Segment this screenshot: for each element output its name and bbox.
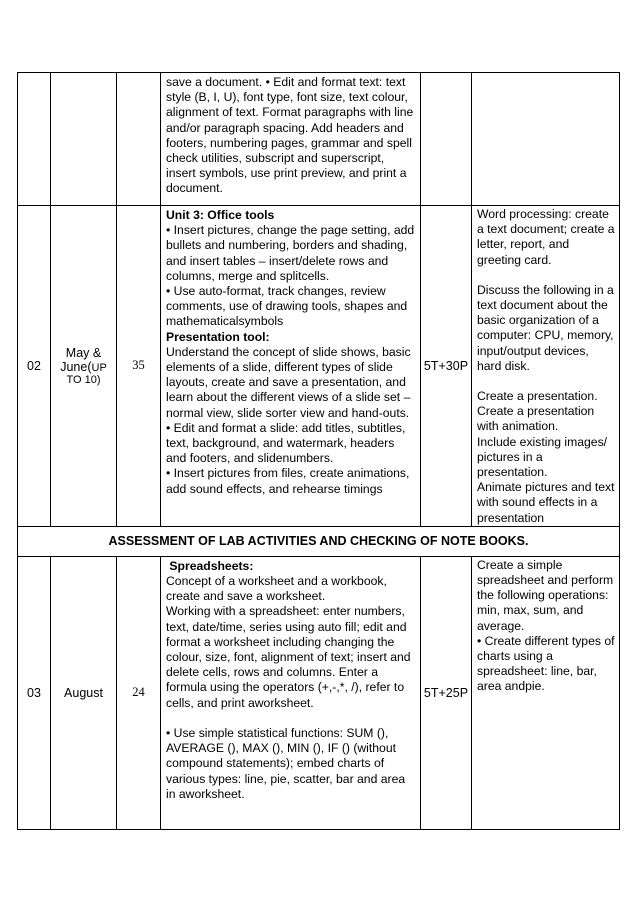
month-line3: TO 10) bbox=[66, 373, 101, 386]
spreadsheet-body-functions: • Use simple statistical functions: SUM (), AVERAGE (), MAX (), MIN (), IF () (without compound statements); embed charts of various types: line, pie, scatter, bar and area in aworksheet. bbox=[166, 725, 406, 801]
cell-month bbox=[51, 206, 117, 527]
syllabus-table bbox=[17, 72, 620, 830]
content-text: save a document. • Edit and format text: text style (B, I, U), font type, font size, text colour, alignment of text. Format paragraphs with line and/or paragraph spacing. Add headers and footers, numbering pages, grammar and spell check utilities, subscript and superscript, insert symbols, use print preview, and print a document. bbox=[166, 75, 414, 196]
table-row-03 bbox=[18, 556, 620, 829]
cell-content bbox=[161, 73, 421, 206]
activity-item: Create a simple spreadsheet and perform the following operations: min, max, sum, and average. • Create different types of charts using a spreadsheet: line, bar, area andpie. bbox=[477, 557, 615, 694]
unit-body: • Insert pictures, change the page setting, add bullets and numbering, borders and shading, and insert tables – insert/delete rows and columns, merge and splitcells. • Use auto-format, track changes, review comments, use of drawing tools, shapes and mathematicalsymbols bbox=[166, 223, 415, 329]
cell-activities bbox=[472, 73, 620, 206]
cell-load bbox=[421, 73, 472, 206]
spreadsheet-body: Concept of a worksheet and a workbook, create and save a worksheet. Working with a spreadsheet: enter numbers, text, date/time, series using auto fill; edit and format a worksheet including changing the colour, size, font, alignment of text; insert and delete cells, rows and columns. Enter a formula using the operators (+,-,*, /), refer to cells, and print aworksheet. bbox=[166, 574, 411, 710]
cell-load: 5T+25P bbox=[421, 556, 472, 829]
unit-heading: Unit 3: Office tools bbox=[166, 208, 275, 222]
month-line2: June(UP bbox=[60, 359, 107, 374]
month-line1: May & bbox=[65, 345, 102, 360]
cell-hours bbox=[117, 73, 161, 206]
cell-number: 02 bbox=[18, 206, 51, 527]
cell-month: August bbox=[51, 556, 117, 829]
table-row-02 bbox=[18, 206, 620, 527]
cell-number: 03 bbox=[18, 556, 51, 829]
assessment-heading: ASSESSMENT OF LAB ACTIVITIES AND CHECKING OF NOTE BOOKS. bbox=[18, 526, 620, 556]
cell-activities bbox=[472, 206, 620, 527]
cell-content bbox=[161, 206, 421, 527]
activity-item: Create a presentation. Create a presentation with animation. Include existing images/ pictures in a presentation. Animate pictures and text with sound effects in a presentation bbox=[477, 389, 615, 525]
cell-hours: 24 bbox=[117, 556, 161, 829]
activity-item: Word processing: create a text document; create a letter, report, and greeting card. bbox=[477, 207, 615, 267]
presentation-body: Understand the concept of slide shows, basic elements of a slide, different types of slide layouts, create and save a presentation, and learn about the different views of a slide set – normal view, slide sorter view and hand-outs. • Edit and format a slide: add titles, subtitles, text, background, and watermark, headers and footers, and slidenumbers. • Insert pictures from files, create animations, add sound effects, and rehearse timings bbox=[166, 344, 411, 496]
cell-number bbox=[18, 73, 51, 206]
presentation-heading: Presentation tool: bbox=[166, 329, 270, 344]
table-row-continuation bbox=[18, 73, 620, 206]
spreadsheet-heading: Spreadsheets: bbox=[166, 558, 254, 573]
table-row-assessment bbox=[18, 526, 620, 556]
cell-month bbox=[51, 73, 117, 206]
cell-content bbox=[161, 556, 421, 829]
cell-load: 5T+30P bbox=[421, 206, 472, 527]
cell-hours: 35 bbox=[117, 206, 161, 527]
activity-item: Discuss the following in a text document about the basic organization of a computer: CPU, memory, input/output devices, hard disk. bbox=[477, 282, 614, 373]
cell-activities bbox=[472, 556, 620, 829]
